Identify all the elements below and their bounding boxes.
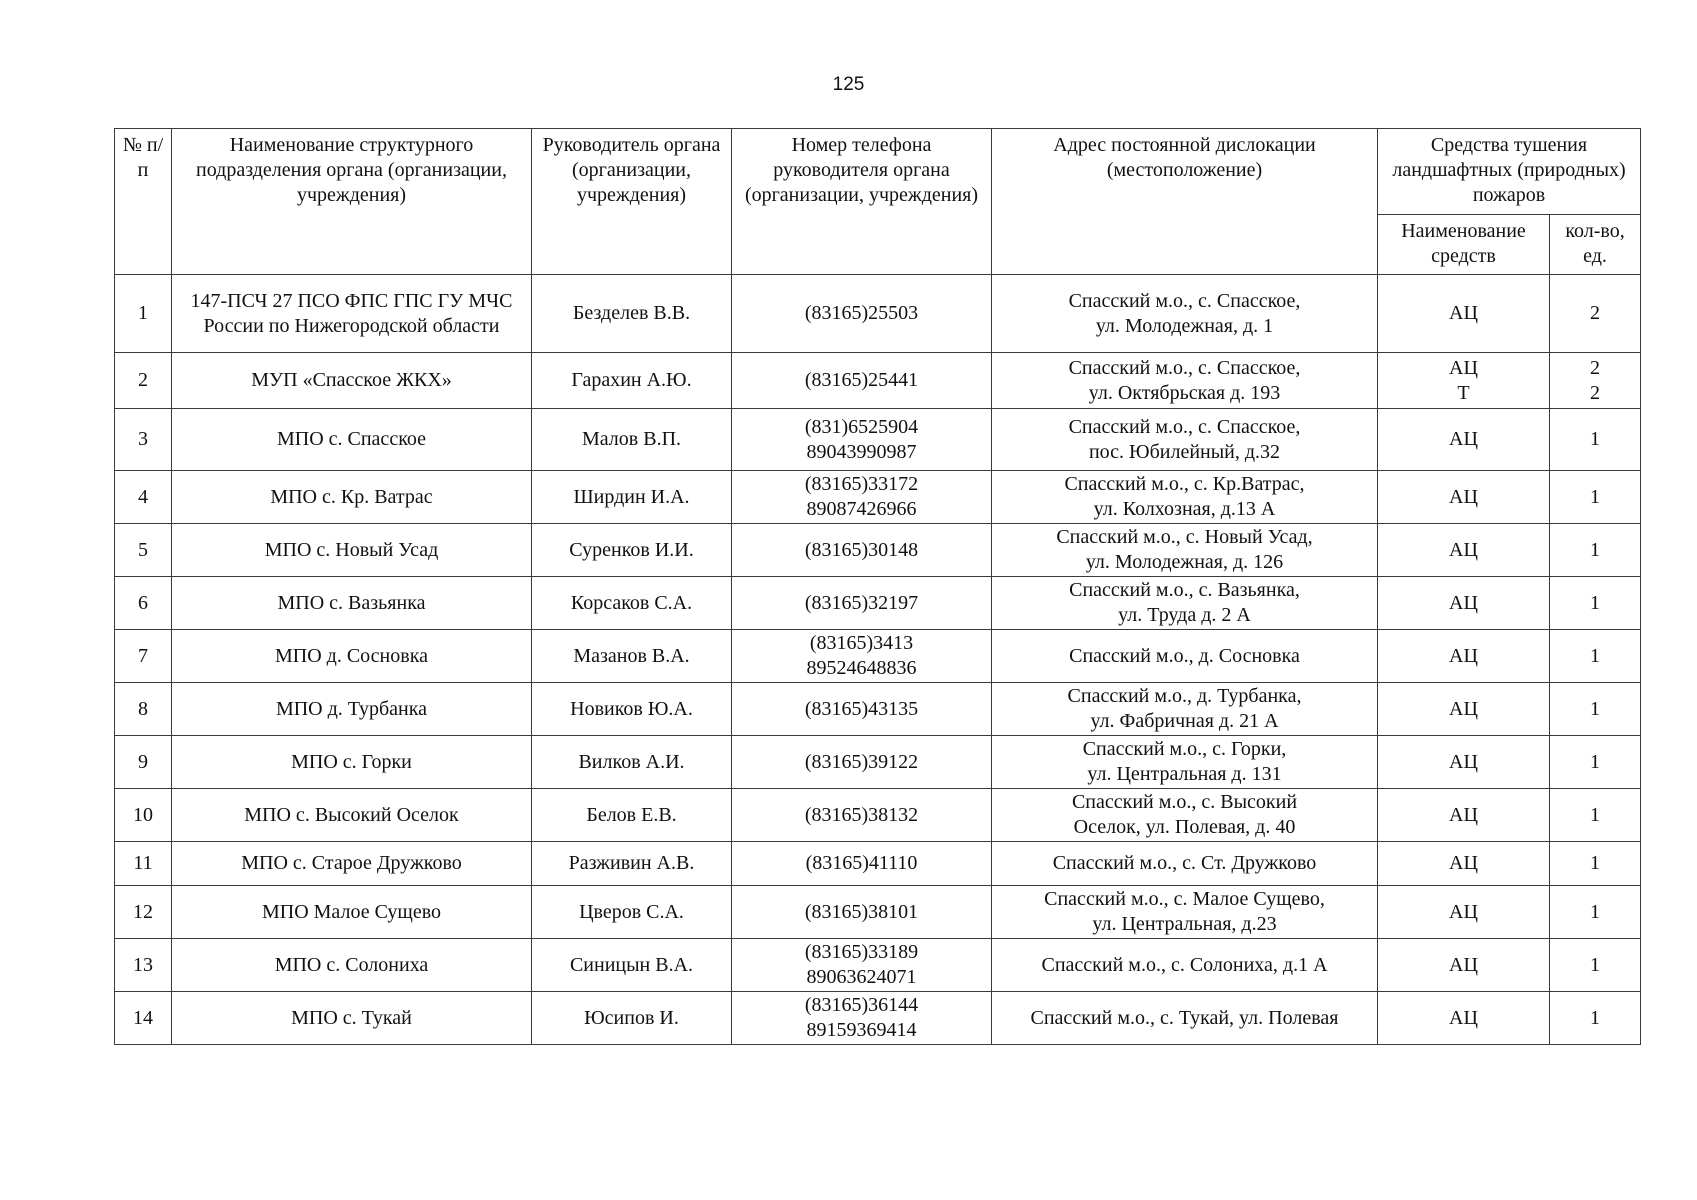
unit-head: Корсаков С.А.	[532, 577, 732, 630]
means-qty-line: 1	[1590, 803, 1600, 826]
unit-address	[992, 886, 1378, 939]
means-qty-line: 1	[1590, 953, 1600, 976]
means-name	[1378, 524, 1550, 577]
table-row	[115, 789, 1641, 842]
unit-name: МПО с. Тукай	[172, 992, 532, 1045]
unit-phone-line: (83165)41110	[805, 852, 918, 874]
unit-address-line: Спасский м.о., с. Тукай, ул. Полевая	[1030, 1006, 1339, 1029]
unit-phone-line: 89043990987	[806, 440, 917, 463]
table-row	[115, 939, 1641, 992]
means-qty-line: 1	[1590, 644, 1600, 667]
unit-phone-line: 89524648836	[806, 657, 917, 679]
means-name-line: Т	[1457, 381, 1470, 404]
header-address: Адрес постоянной дислокации (местоположение)	[992, 129, 1378, 275]
row-number: 3	[115, 409, 172, 471]
unit-phone	[732, 471, 992, 524]
means-qty-line: 1	[1590, 538, 1600, 561]
unit-phone	[732, 409, 992, 471]
unit-address-line: ул. Фабричная д. 21 А	[1090, 710, 1279, 732]
means-name-line: АЦ	[1449, 591, 1478, 614]
unit-name: МПО с. Новый Усад	[172, 524, 532, 577]
row-number: 4	[115, 471, 172, 524]
unit-address	[992, 842, 1378, 886]
unit-address-line: Спасский м.о., с. Спасское,	[1068, 289, 1301, 312]
unit-phone-line: (83165)3413	[809, 632, 914, 654]
unit-phone	[732, 789, 992, 842]
unit-phone-line: (831)6525904	[804, 415, 919, 438]
unit-address-line: Спасский м.о., с. Новый Усад,	[1056, 526, 1313, 548]
fire-units-table	[114, 128, 1641, 1045]
unit-phone-line: (83165)39122	[804, 750, 919, 773]
unit-head: Малов В.П.	[532, 409, 732, 471]
unit-phone-line: (83165)25441	[804, 369, 919, 391]
table-row	[115, 353, 1641, 409]
row-number: 13	[115, 939, 172, 992]
unit-phone-line: 89063624071	[806, 966, 917, 988]
means-name-line: АЦ	[1449, 356, 1478, 379]
unit-head: Безделев В.В.	[532, 275, 732, 353]
unit-phone-line: 89159369414	[806, 1019, 917, 1041]
unit-address-line: пос. Юбилейный, д.32	[1088, 440, 1281, 463]
unit-phone-line: (83165)38101	[804, 900, 919, 923]
header-means-group: Средства тушения ландшафтных (природных) пожаров	[1378, 129, 1641, 215]
means-qty	[1550, 992, 1641, 1045]
means-qty-line: 1	[1590, 697, 1600, 720]
unit-phone	[732, 842, 992, 886]
table-row	[115, 842, 1641, 886]
means-name-line: АЦ	[1449, 538, 1478, 561]
unit-phone-line: (83165)38132	[804, 803, 919, 826]
header-head: Руководитель органа (организации, учреждения)	[532, 129, 732, 275]
unit-address-line: Спасский м.о., с. Малое Сущево,	[1044, 888, 1325, 910]
unit-address-line: Спасский м.о., с. Спасское,	[1068, 356, 1301, 379]
means-qty	[1550, 577, 1641, 630]
table-row	[115, 275, 1641, 353]
unit-head: Юсипов И.	[532, 992, 732, 1045]
means-qty-line: 1	[1590, 591, 1600, 614]
means-name	[1378, 630, 1550, 683]
means-name-line: АЦ	[1449, 852, 1478, 874]
header-row-1	[115, 129, 1641, 215]
unit-name: МПО с. Спасское	[172, 409, 532, 471]
unit-address	[992, 683, 1378, 736]
means-qty	[1550, 630, 1641, 683]
unit-address	[992, 471, 1378, 524]
means-name-line: АЦ	[1449, 1006, 1478, 1029]
unit-address-line: Спасский м.о., с. Высокий	[1071, 791, 1298, 813]
means-qty	[1550, 683, 1641, 736]
unit-head: Белов Е.В.	[532, 789, 732, 842]
row-number: 2	[115, 353, 172, 409]
means-qty-line: 1	[1590, 485, 1600, 508]
means-qty-line: 2	[1590, 356, 1600, 379]
means-name-line: АЦ	[1449, 644, 1478, 667]
means-qty	[1550, 789, 1641, 842]
means-name	[1378, 275, 1550, 353]
unit-name: МПО с. Горки	[172, 736, 532, 789]
unit-phone-line: 89087426966	[806, 498, 917, 520]
unit-phone	[732, 683, 992, 736]
unit-head: Разживин А.В.	[532, 842, 732, 886]
unit-name: МПО с. Высокий Оселок	[172, 789, 532, 842]
means-qty-line: 1	[1590, 900, 1600, 923]
unit-head: Ширдин И.А.	[532, 471, 732, 524]
means-qty-line: 1	[1590, 852, 1600, 874]
unit-address-line: ул. Центральная, д.23	[1092, 913, 1277, 935]
unit-name: МПО д. Турбанка	[172, 683, 532, 736]
row-number: 6	[115, 577, 172, 630]
unit-address-line: Спасский м.о., с. Солониха, д.1 А	[1041, 953, 1328, 976]
row-number: 8	[115, 683, 172, 736]
unit-phone	[732, 630, 992, 683]
unit-address	[992, 524, 1378, 577]
means-name	[1378, 886, 1550, 939]
row-number: 7	[115, 630, 172, 683]
unit-head: Новиков Ю.А.	[532, 683, 732, 736]
header-means-name: Наименование средств	[1378, 215, 1550, 275]
row-number: 1	[115, 275, 172, 353]
means-name	[1378, 842, 1550, 886]
means-name-line: АЦ	[1449, 750, 1478, 773]
row-number: 12	[115, 886, 172, 939]
unit-head: Цверов С.А.	[532, 886, 732, 939]
unit-address	[992, 630, 1378, 683]
unit-head: Суренков И.И.	[532, 524, 732, 577]
unit-address-line: ул. Молодежная, д. 1	[1095, 314, 1274, 337]
unit-name: МПО с. Солониха	[172, 939, 532, 992]
means-qty	[1550, 353, 1641, 409]
unit-address-line: Спасский м.о., с. Ст. Дружково	[1052, 852, 1317, 874]
row-number: 11	[115, 842, 172, 886]
means-qty	[1550, 524, 1641, 577]
unit-name: МПО с. Старое Дружково	[172, 842, 532, 886]
unit-name: МПО Малое Сущево	[172, 886, 532, 939]
unit-name: МУП «Спасское ЖКХ»	[172, 353, 532, 409]
unit-phone-line: (83165)43135	[804, 697, 919, 720]
row-number: 9	[115, 736, 172, 789]
means-name	[1378, 353, 1550, 409]
unit-address-line: Спасский м.о., д. Сосновка	[1069, 644, 1300, 667]
unit-address	[992, 939, 1378, 992]
unit-address	[992, 789, 1378, 842]
means-name-line: АЦ	[1449, 697, 1478, 720]
means-name-line: АЦ	[1449, 485, 1478, 508]
means-qty-line: 1	[1590, 750, 1600, 773]
means-name-line: АЦ	[1449, 302, 1478, 324]
table-row	[115, 886, 1641, 939]
means-name	[1378, 471, 1550, 524]
table-row	[115, 471, 1641, 524]
means-name	[1378, 683, 1550, 736]
unit-name: МПО с. Кр. Ватрас	[172, 471, 532, 524]
means-name	[1378, 992, 1550, 1045]
table-row	[115, 524, 1641, 577]
unit-address-line: ул. Центральная д. 131	[1087, 763, 1282, 785]
unit-phone	[732, 275, 992, 353]
means-name	[1378, 939, 1550, 992]
means-name	[1378, 789, 1550, 842]
means-qty	[1550, 275, 1641, 353]
unit-phone	[732, 939, 992, 992]
means-name-line: АЦ	[1449, 428, 1478, 450]
unit-head: Мазанов В.А.	[532, 630, 732, 683]
unit-phone-line: (83165)33172	[804, 473, 919, 495]
unit-phone	[732, 736, 992, 789]
unit-address	[992, 275, 1378, 353]
unit-head: Синицын В.А.	[532, 939, 732, 992]
table-row	[115, 683, 1641, 736]
unit-address	[992, 409, 1378, 471]
means-name-line: АЦ	[1449, 953, 1478, 976]
row-number: 5	[115, 524, 172, 577]
means-qty	[1550, 736, 1641, 789]
unit-phone-line: (83165)36144	[804, 994, 919, 1016]
means-name	[1378, 736, 1550, 789]
row-number: 14	[115, 992, 172, 1045]
unit-name: МПО с. Вазьянка	[172, 577, 532, 630]
header-num: № п/п	[115, 129, 172, 275]
header-unit-name: Наименование структурного подразделения органа (организации, учреждения)	[172, 129, 532, 275]
unit-head: Вилков А.И.	[532, 736, 732, 789]
row-number: 10	[115, 789, 172, 842]
table-row	[115, 736, 1641, 789]
means-qty	[1550, 409, 1641, 471]
table-row	[115, 409, 1641, 471]
unit-phone-line: (83165)30148	[804, 538, 919, 561]
unit-address-line: Оселок, ул. Полевая, д. 40	[1073, 816, 1296, 838]
unit-phone-line: (83165)33189	[804, 941, 919, 963]
table-row	[115, 992, 1641, 1045]
unit-address-line: Спасский м.о., с. Вазьянка,	[1069, 579, 1300, 601]
means-name	[1378, 409, 1550, 471]
unit-name: МПО д. Сосновка	[172, 630, 532, 683]
unit-address-line: ул. Октябрьская д. 193	[1088, 381, 1281, 404]
means-qty	[1550, 471, 1641, 524]
unit-address	[992, 992, 1378, 1045]
unit-name: 147-ПСЧ 27 ПСО ФПС ГПС ГУ МЧС России по Нижегородской области	[172, 275, 532, 353]
header-phone: Номер телефона руководителя органа (организации, учреждения)	[732, 129, 992, 275]
means-qty-line: 2	[1590, 381, 1600, 404]
means-name	[1378, 577, 1550, 630]
unit-phone	[732, 992, 992, 1045]
unit-phone-line: (83165)25503	[804, 302, 919, 324]
table-body	[115, 275, 1641, 1045]
unit-address-line: ул. Молодежная, д. 126	[1085, 551, 1284, 573]
header-means-qty: кол-во, ед.	[1550, 215, 1641, 275]
unit-address-line: ул. Колхозная, д.13 А	[1093, 498, 1276, 520]
table-row	[115, 630, 1641, 683]
unit-address-line: Спасский м.о., д. Турбанка,	[1067, 685, 1302, 707]
means-qty-line: 1	[1590, 428, 1600, 450]
page-number: 125	[832, 74, 865, 95]
means-qty	[1550, 939, 1641, 992]
unit-address	[992, 736, 1378, 789]
unit-address	[992, 577, 1378, 630]
means-qty	[1550, 842, 1641, 886]
means-qty-line: 1	[1590, 1006, 1600, 1029]
unit-address-line: ул. Труда д. 2 А	[1118, 604, 1251, 626]
means-qty-line: 2	[1590, 302, 1600, 324]
means-name-line: АЦ	[1449, 900, 1478, 923]
unit-head: Гарахин А.Ю.	[532, 353, 732, 409]
unit-address-line: Спасский м.о., с. Кр.Ватрас,	[1064, 473, 1305, 495]
unit-phone	[732, 353, 992, 409]
unit-phone-line: (83165)32197	[804, 591, 919, 614]
table-row	[115, 577, 1641, 630]
unit-address-line: Спасский м.о., с. Горки,	[1082, 738, 1287, 760]
unit-address	[992, 353, 1378, 409]
unit-phone	[732, 886, 992, 939]
unit-address-line: Спасский м.о., с. Спасское,	[1068, 415, 1301, 438]
unit-phone	[732, 577, 992, 630]
unit-phone	[732, 524, 992, 577]
means-qty	[1550, 886, 1641, 939]
means-name-line: АЦ	[1449, 803, 1478, 826]
